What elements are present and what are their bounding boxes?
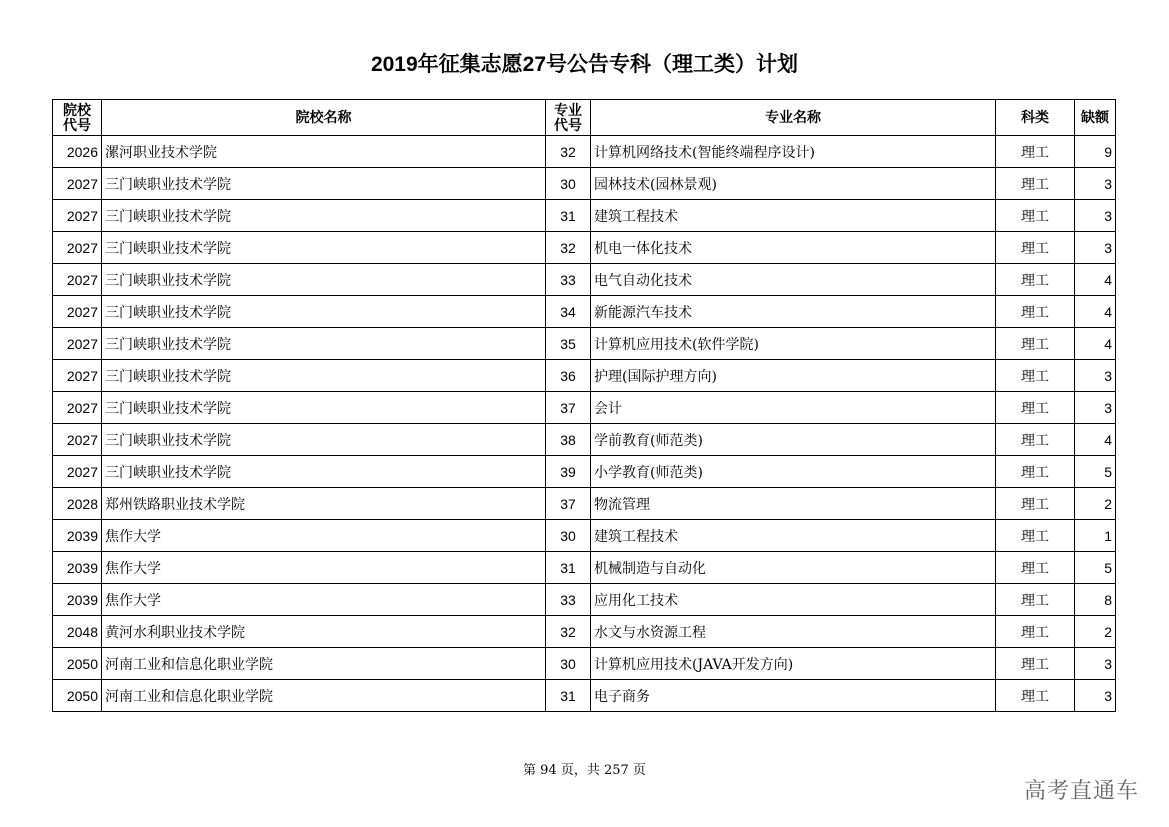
category-cell: 理工 <box>996 296 1075 328</box>
school-code-cell: 2039 <box>53 520 102 552</box>
major-name-cell: 机械制造与自动化 <box>591 552 996 584</box>
category-cell: 理工 <box>996 392 1075 424</box>
header-major-code: 专业 代号 <box>546 100 591 136</box>
category-cell: 理工 <box>996 488 1075 520</box>
table-row <box>53 456 1116 488</box>
school-name-cell: 三门峡职业技术学院 <box>102 456 546 488</box>
table-row <box>53 424 1116 456</box>
major-code-cell: 36 <box>546 360 591 392</box>
table-row <box>53 552 1116 584</box>
vacancy-cell: 4 <box>1075 264 1116 296</box>
category-cell: 理工 <box>996 552 1075 584</box>
school-code-cell: 2027 <box>53 360 102 392</box>
school-name-cell: 三门峡职业技术学院 <box>102 392 546 424</box>
school-name-cell: 三门峡职业技术学院 <box>102 360 546 392</box>
table-row <box>53 136 1116 168</box>
header-school-code: 院校 代号 <box>53 100 102 136</box>
table-row <box>53 680 1116 712</box>
major-name-cell: 计算机应用技术(JAVA开发方向) <box>591 648 996 680</box>
table-row <box>53 648 1116 680</box>
major-code-cell: 30 <box>546 520 591 552</box>
table-row <box>53 584 1116 616</box>
table-row <box>53 520 1116 552</box>
school-code-cell: 2027 <box>53 424 102 456</box>
major-code-cell: 35 <box>546 328 591 360</box>
school-name-cell: 焦作大学 <box>102 552 546 584</box>
table-header-row <box>53 100 1116 136</box>
table-row <box>53 488 1116 520</box>
table-row <box>53 392 1116 424</box>
category-cell: 理工 <box>996 616 1075 648</box>
school-code-cell: 2039 <box>53 552 102 584</box>
major-name-cell: 新能源汽车技术 <box>591 296 996 328</box>
vacancy-cell: 3 <box>1075 360 1116 392</box>
vacancy-cell: 4 <box>1075 296 1116 328</box>
page-title: 2019年征集志愿27号公告专科（理工类）计划 <box>370 53 799 76</box>
vacancy-cell: 5 <box>1075 552 1116 584</box>
major-name-cell: 小学教育(师范类) <box>591 456 996 488</box>
major-code-cell: 30 <box>546 648 591 680</box>
school-code-cell: 2039 <box>53 584 102 616</box>
vacancy-cell: 2 <box>1075 616 1116 648</box>
school-name-cell: 三门峡职业技术学院 <box>102 424 546 456</box>
major-name-cell: 护理(国际护理方向) <box>591 360 996 392</box>
header-vacancy: 缺额 <box>1075 100 1116 136</box>
school-name-cell: 焦作大学 <box>102 584 546 616</box>
major-code-cell: 32 <box>546 616 591 648</box>
table-row <box>53 616 1116 648</box>
table-row <box>53 232 1116 264</box>
vacancy-cell: 5 <box>1075 456 1116 488</box>
category-cell: 理工 <box>996 520 1075 552</box>
major-name-cell: 建筑工程技术 <box>591 200 996 232</box>
header-major-name: 专业名称 <box>591 100 996 136</box>
major-name-cell: 水文与水资源工程 <box>591 616 996 648</box>
vacancy-cell: 3 <box>1075 648 1116 680</box>
school-name-cell: 三门峡职业技术学院 <box>102 232 546 264</box>
category-cell: 理工 <box>996 456 1075 488</box>
major-code-cell: 31 <box>546 200 591 232</box>
vacancy-cell: 3 <box>1075 232 1116 264</box>
table-row <box>53 200 1116 232</box>
category-cell: 理工 <box>996 264 1075 296</box>
vacancy-cell: 8 <box>1075 584 1116 616</box>
school-code-cell: 2050 <box>53 648 102 680</box>
school-code-cell: 2027 <box>53 232 102 264</box>
school-code-cell: 2027 <box>53 200 102 232</box>
major-name-cell: 电子商务 <box>591 680 996 712</box>
major-code-cell: 39 <box>546 456 591 488</box>
school-name-cell: 三门峡职业技术学院 <box>102 296 546 328</box>
school-code-cell: 2027 <box>53 264 102 296</box>
category-cell: 理工 <box>996 360 1075 392</box>
category-cell: 理工 <box>996 328 1075 360</box>
category-cell: 理工 <box>996 200 1075 232</box>
major-name-cell: 计算机应用技术(软件学院) <box>591 328 996 360</box>
header-category: 科类 <box>996 100 1075 136</box>
major-code-cell: 31 <box>546 552 591 584</box>
category-cell: 理工 <box>996 424 1075 456</box>
school-code-cell: 2028 <box>53 488 102 520</box>
major-name-cell: 计算机网络技术(智能终端程序设计) <box>591 136 996 168</box>
vacancy-cell: 3 <box>1075 168 1116 200</box>
major-name-cell: 应用化工技术 <box>591 584 996 616</box>
school-name-cell: 焦作大学 <box>102 520 546 552</box>
category-cell: 理工 <box>996 168 1075 200</box>
major-code-cell: 37 <box>546 392 591 424</box>
major-code-cell: 34 <box>546 296 591 328</box>
major-name-cell: 物流管理 <box>591 488 996 520</box>
major-code-cell: 33 <box>546 584 591 616</box>
school-name-cell: 三门峡职业技术学院 <box>102 168 546 200</box>
school-name-cell: 郑州铁路职业技术学院 <box>102 488 546 520</box>
vacancy-cell: 2 <box>1075 488 1116 520</box>
vacancy-cell: 4 <box>1075 328 1116 360</box>
table-row <box>53 168 1116 200</box>
school-code-cell: 2027 <box>53 296 102 328</box>
vacancy-cell: 3 <box>1075 200 1116 232</box>
table-row <box>53 360 1116 392</box>
plan-table <box>52 99 1116 712</box>
header-school-name: 院校名称 <box>102 100 546 136</box>
table-row <box>53 328 1116 360</box>
school-code-cell: 2027 <box>53 328 102 360</box>
category-cell: 理工 <box>996 680 1075 712</box>
major-name-cell: 会计 <box>591 392 996 424</box>
vacancy-cell: 4 <box>1075 424 1116 456</box>
major-name-cell: 园林技术(园林景观) <box>591 168 996 200</box>
school-code-cell: 2027 <box>53 456 102 488</box>
school-name-cell: 漯河职业技术学院 <box>102 136 546 168</box>
page-number: 第 94 页，共 257 页 <box>523 763 646 778</box>
vacancy-cell: 1 <box>1075 520 1116 552</box>
category-cell: 理工 <box>996 648 1075 680</box>
major-code-cell: 30 <box>546 168 591 200</box>
major-code-cell: 32 <box>546 136 591 168</box>
school-name-cell: 河南工业和信息化职业学院 <box>102 648 546 680</box>
vacancy-cell: 3 <box>1075 392 1116 424</box>
major-code-cell: 31 <box>546 680 591 712</box>
school-name-cell: 三门峡职业技术学院 <box>102 328 546 360</box>
major-name-cell: 建筑工程技术 <box>591 520 996 552</box>
school-name-cell: 三门峡职业技术学院 <box>102 200 546 232</box>
school-code-cell: 2027 <box>53 392 102 424</box>
school-code-cell: 2050 <box>53 680 102 712</box>
school-code-cell: 2026 <box>53 136 102 168</box>
school-code-cell: 2027 <box>53 168 102 200</box>
school-name-cell: 三门峡职业技术学院 <box>102 264 546 296</box>
category-cell: 理工 <box>996 584 1075 616</box>
watermark: 高考直通车 <box>1023 778 1139 803</box>
vacancy-cell: 9 <box>1075 136 1116 168</box>
school-code-cell: 2048 <box>53 616 102 648</box>
category-cell: 理工 <box>996 136 1075 168</box>
major-code-cell: 33 <box>546 264 591 296</box>
table-row <box>53 264 1116 296</box>
table-body <box>53 136 1116 712</box>
major-code-cell: 37 <box>546 488 591 520</box>
major-name-cell: 机电一体化技术 <box>591 232 996 264</box>
category-cell: 理工 <box>996 232 1075 264</box>
school-name-cell: 黄河水利职业技术学院 <box>102 616 546 648</box>
major-name-cell: 学前教育(师范类) <box>591 424 996 456</box>
major-code-cell: 38 <box>546 424 591 456</box>
vacancy-cell: 3 <box>1075 680 1116 712</box>
major-code-cell: 32 <box>546 232 591 264</box>
school-name-cell: 河南工业和信息化职业学院 <box>102 680 546 712</box>
major-name-cell: 电气自动化技术 <box>591 264 996 296</box>
table-row <box>53 296 1116 328</box>
